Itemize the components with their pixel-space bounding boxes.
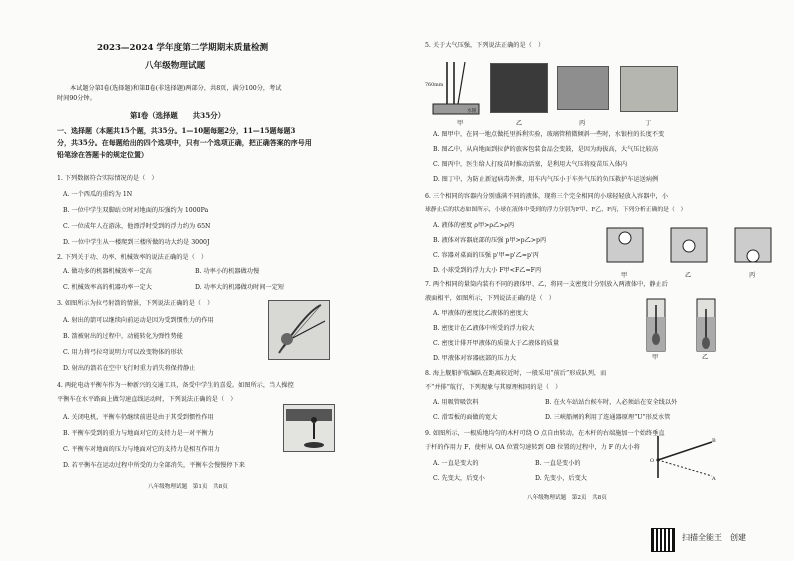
q8-option-c: C. 滑雪板的面做的宽大 (433, 414, 498, 421)
balance-scooter-figure (283, 404, 335, 452)
lever-label-a: A (712, 476, 716, 482)
section-instructions-3: 铅笔涂在答题卡的规定位置） (57, 150, 148, 159)
q7-option-c: C. 密度计排开甲液体的质量大于乙液体的质量 (433, 340, 560, 347)
torricelli-760-label: 760mm (425, 83, 444, 88)
scooter-drawing (284, 405, 334, 451)
archery-figure (268, 300, 330, 360)
page-footer-1: 八年级物理试题 第1页 共8页 (148, 484, 228, 490)
q9-stem-2: 于杆的作用力 F，使杆从 OA 位置匀速转到 OB 位置的过程中，力 F 的大小将 (425, 444, 640, 451)
fig-label-bing: 丙 (579, 120, 586, 127)
q8-option-b: B. 在火车站站台候车时，人必须站在安全线以外 (545, 399, 678, 406)
q6-stem-1: 6. 三个相同的容器内分别盛满不同的液体，现将三个完全相同的小球轻轻放入容器中，小 (425, 193, 668, 200)
photo-ding (620, 66, 678, 112)
intro-line-1: 本试题分第Ⅰ卷(选择题)和第Ⅱ卷(非选择题)两部分，共8页，满分100分，考试 (70, 85, 282, 92)
q4-stem-2: 平衡车在水平路面上做匀速直线运动时，下列说法正确的是（ ） (57, 396, 237, 403)
q9-option-b: B. 一直是变小的 (535, 460, 581, 467)
container-label-jia: 甲 (621, 272, 628, 279)
q3-option-a: A. 射出的箭可以继续向前运动是因为受到惯性力的作用 (63, 317, 214, 324)
q2-option-b: B. 功率小的机器做功慢 (195, 268, 260, 275)
q5-option-c: C. 图丙中，医生给人打疫苗时推动活塞，是利用大气压将疫苗压入体内 (433, 161, 628, 168)
lever-label-o: O (650, 458, 655, 464)
q1-option-c: C. 一位成年人在游泳，他漂浮时受到的浮力约为 65N (63, 223, 211, 230)
intro-line-2: 时间90分钟。 (57, 95, 96, 102)
q8-stem-1: 8. 海上舰船护航编队在距离较近时，一般采用“前后”形成队列，而 (425, 370, 607, 377)
photo-yi (490, 63, 548, 113)
q4-option-b: B. 平衡车受到的重力与地面对它的支持力是一对平衡力 (63, 430, 214, 437)
exam-page-2 (397, 0, 794, 561)
q1-option-d: D. 一位中学生从一楼爬到三楼所做的功大约是 3000J (63, 239, 210, 246)
section-header: 第Ⅰ卷（选择题 共35分） (130, 111, 226, 120)
q1-stem: 1. 下列数据符合实际情况的是（ ） (57, 175, 158, 182)
q9-stem-1: 9. 如图所示，一根质地均匀的木杆可绕 O 点自由转动，在木杆的右端施加一个始终垂直 (425, 430, 665, 437)
q5-option-a: A. 图甲中，在同一地点做托里拆利实验，玻璃管稍微倾斜一些时，水银柱的长度不变 (433, 131, 665, 138)
container-label-bing: 丙 (749, 272, 756, 279)
qr-code-icon (651, 528, 675, 552)
q3-option-d: D. 射出的箭若在空中飞行时重力消失将保持静止 (63, 365, 196, 372)
exam-title: 2023—2024 学年度第二学期期末质量检测 (97, 43, 269, 53)
page-footer-2: 八年级物理试题 第2页 共8页 (527, 495, 607, 501)
cylinder-label-yi: 乙 (702, 354, 709, 361)
q6-option-b: B. 液体对容器底部的压强 p甲>p乙>p丙 (433, 237, 547, 244)
cylinder-label-jia: 甲 (652, 354, 659, 361)
q6-option-d: D. 小球受到的浮力大小 F甲<F乙=F丙 (433, 267, 542, 274)
q7-option-b: B. 密度计在乙液体中所受的浮力较大 (433, 325, 535, 332)
q6-option-c: C. 容器对桌面的压强 p'甲=p'乙=p'丙 (433, 252, 539, 259)
q2-option-a: A. 做功多的机器机械效率一定高 (63, 268, 152, 275)
q7-stem-1: 7. 两个相同的量筒内装有不同的液体甲、乙，将同一支密度计分别放入两液体中，静止后 (425, 281, 668, 288)
q3-option-c: C. 用力将弓拉弯说明力可以改变物体的形状 (63, 349, 183, 356)
q1-option-a: A. 一个西瓜的重约为 1N (63, 191, 133, 198)
hydrometer-figure (635, 295, 745, 357)
fig-label-yi: 乙 (516, 120, 523, 127)
photo-bing (557, 66, 609, 110)
q3-option-b: B. 箭被射出的过程中，动能转化为弹性势能 (63, 333, 183, 340)
bow-drawing (269, 301, 329, 359)
q4-option-a: A. 关闭电机，平衡车仍继续前进是由于其受到惯性作用 (63, 414, 214, 421)
container-label-yi: 乙 (685, 272, 692, 279)
q5-stem: 5. 关于大气压强，下列说法正确的是（ ） (425, 42, 545, 49)
fig-label-ding: 丁 (645, 120, 652, 127)
three-containers-figure (603, 224, 783, 270)
q1-option-b: B. 一位中学生双脚站立时对地面的压强约为 1000Pa (63, 207, 209, 214)
q7-option-d: D. 甲液体对容器底部的压力大 (433, 355, 516, 362)
q4-option-d: D. 若平衡车在运动过程中所受的力全部消失，平衡车会慢慢停下来 (63, 462, 245, 469)
q6-stem-2: 球静止后的状态如图所示，小球在液体中受到的浮力分别为F甲、F乙、F丙，下列分析正确的是（ ） (425, 207, 687, 213)
q7-option-a: A. 甲液体的密度比乙液体的密度大 (433, 310, 529, 317)
section-instructions-2: 分，共35分。在每题给出的四个选项中，只有一个选项正确，把正确答案的序号用 (57, 138, 312, 147)
q8-stem-2: 不“并排”航行，下列现象与其原理相同的是（ ） (425, 384, 562, 391)
q2-option-d: D. 功率大的机器做功时间一定短 (195, 284, 285, 291)
q9-option-d: D. 先变小，后变大 (535, 475, 587, 482)
lever-label-b: B (712, 438, 716, 444)
section-instructions-1: 一、选择题（本题共15个题，共35分。1—10题每题2分，11—15题每题3 (57, 126, 296, 135)
torricelli-mercury-label: 水银 (467, 109, 477, 114)
q3-stem: 3. 如图所示为拉弓射箭的情景，下列说法正确的是（ ） (57, 300, 214, 307)
q8-option-a: A. 用吸管吸饮料 (433, 399, 479, 406)
q4-option-c: C. 平衡车对地面的压力与地面对它的支持力是相互作用力 (63, 446, 220, 453)
q7-stem-2: 液面相平，如图所示，下列说法正确的是（ ） (425, 295, 555, 302)
torricelli-figure (427, 60, 485, 116)
q9-option-a: A. 一直是变大的 (433, 460, 479, 467)
fig-label-jia: 甲 (457, 120, 464, 127)
q6-option-a: A. 液体的密度 ρ甲>ρ乙>ρ丙 (433, 222, 515, 229)
exam-subtitle: 八年级物理试题 (145, 61, 206, 71)
q5-option-b: B. 图乙中，从向地面到拉萨的旅客包装食品会变鼓，是因为海拔高，大气压比较高 (433, 146, 659, 153)
q2-option-c: C. 机械效率高的机器功率一定大 (63, 284, 152, 291)
q5-option-d: D. 图丁中，为防止新冠病毒外泄，用车内气压小于车外气压的负压救护车运送病例 (433, 176, 659, 183)
q2-stem: 2. 下列关于功、功率、机械效率的说法正确的是（ ） (57, 254, 208, 261)
scanner-watermark: 扫描全能王 创建 (682, 533, 746, 542)
q4-stem-1: 4. 两轮电动平衡车作为一种新兴的交通工具，备受中学生的喜爱。如图所示，当人操控 (57, 382, 294, 389)
q8-option-d: D. 三峡船闸的利用了连通器原理“U”形反水管 (545, 414, 671, 421)
q9-option-c: C. 先变大，后变小 (433, 475, 485, 482)
